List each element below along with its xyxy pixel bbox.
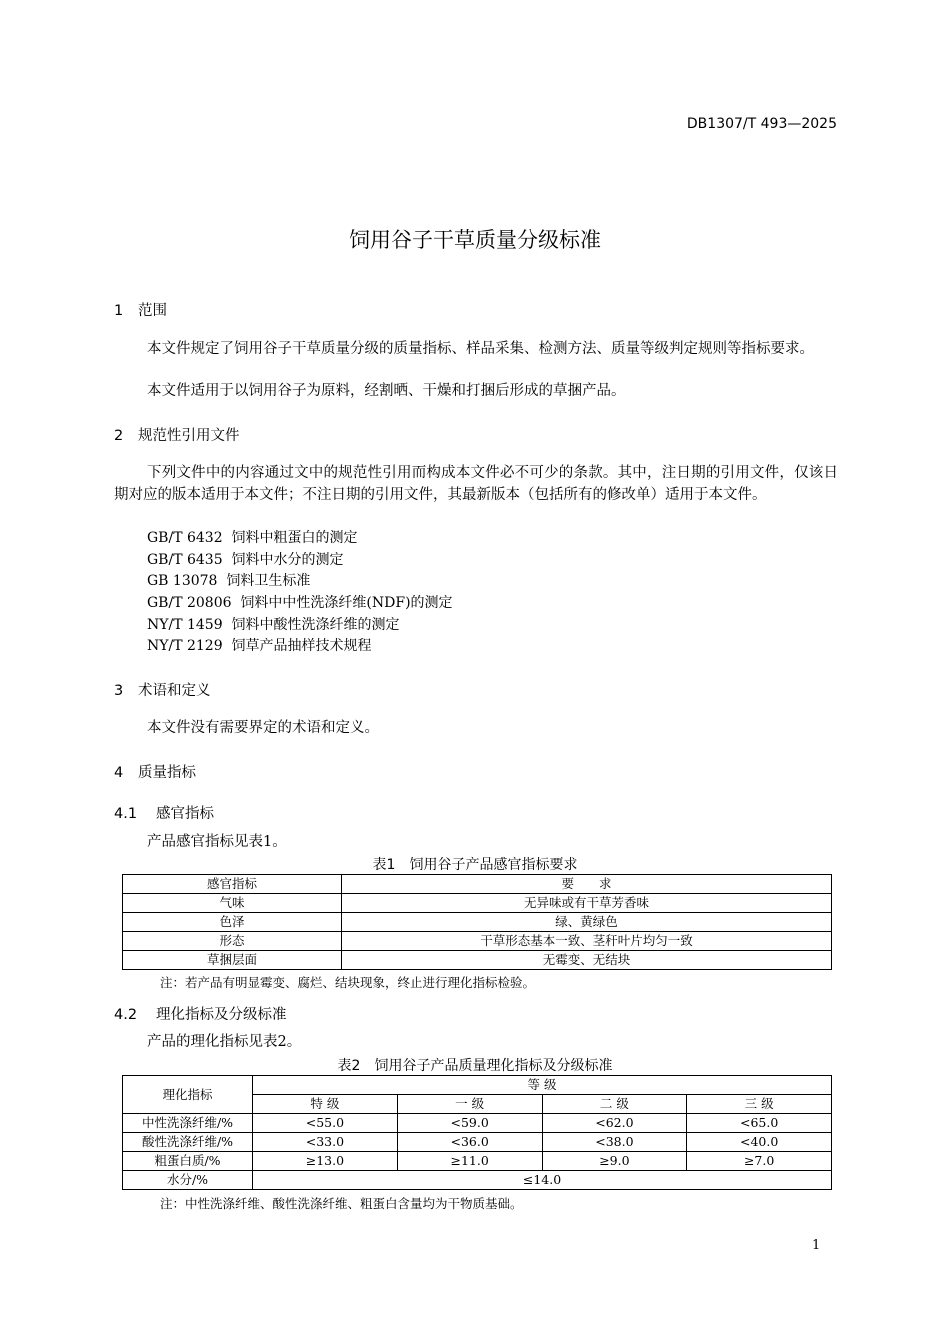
table-row (123, 1114, 832, 1133)
table-row (123, 894, 832, 913)
section-heading-terms (114, 679, 211, 700)
paragraph: 本文件适用于以饲用谷子为原料，经割晒、干燥和打捆后形成的草捆产品。 (147, 383, 626, 399)
table-row (123, 913, 832, 932)
section-number: 4.1 (114, 806, 138, 822)
table-cell: <65.0 (687, 1114, 832, 1133)
paragraph: 本文件没有需要界定的术语和定义。 (147, 720, 379, 736)
grading-table (122, 1075, 832, 1190)
section-heading-quality-indicators (114, 761, 196, 782)
reference-item (147, 571, 310, 593)
table-row (123, 1171, 832, 1190)
reference-item (147, 550, 344, 572)
table-row (123, 1152, 832, 1171)
grade-header-cell: 三 级 (687, 1095, 832, 1114)
section-title: 质量指标 (138, 765, 196, 781)
section-number: 4.2 (114, 1007, 138, 1023)
table-header-row (123, 875, 832, 894)
section-number: 2 (114, 428, 124, 444)
table-cell: ≥7.0 (687, 1152, 832, 1171)
reference-item (147, 615, 400, 637)
reference-code: GB/T 6435 (147, 552, 223, 568)
reference-code: GB/T 6432 (147, 530, 223, 546)
table-cell: 形态 (123, 932, 342, 951)
table-cell: ≤14.0 (253, 1171, 832, 1190)
table-header-cell: 理化指标 (123, 1076, 253, 1114)
table-header-cell: 感官指标 (123, 875, 342, 894)
section-title: 感官指标 (156, 806, 214, 822)
grade-header-cell: 一 级 (397, 1095, 542, 1114)
table-cell: ≥13.0 (253, 1152, 398, 1171)
table-cell: 粗蛋白质/% (123, 1152, 253, 1171)
reference-name: 饲料中中性洗涤纤维(NDF)的测定 (240, 595, 453, 611)
section-title: 理化指标及分级标准 (156, 1007, 287, 1023)
section-number: 3 (114, 683, 124, 699)
section-number: 4 (114, 765, 124, 781)
table-cell: 草捆层面 (123, 951, 342, 970)
table-cell: 酸性洗涤纤维/% (123, 1133, 253, 1152)
reference-code: NY/T 2129 (147, 638, 223, 654)
table-header-cell: 等 级 (253, 1076, 832, 1095)
subsection-heading-physicochemical (114, 1003, 287, 1024)
reference-name: 饲料卫生标准 (226, 573, 311, 589)
table-cell: 气味 (123, 894, 342, 913)
section-heading-scope (114, 299, 167, 320)
table-cell: <59.0 (397, 1114, 542, 1133)
reference-code: NY/T 1459 (147, 617, 223, 633)
table-header-cell: 要 求 (342, 875, 832, 894)
paragraph: 下列文件中的内容通过文中的规范性引用而构成本文件必不可少的条款。其中，注日期的引用文件，仅该日期对应的版本适用于本文件；不注日期的引用文件，其最新版本（包括所有的修改单）适用于本文件。 (114, 465, 838, 503)
table-header-row (123, 1076, 832, 1095)
table-cell: <36.0 (397, 1133, 542, 1152)
paragraph: 产品感官指标见表1。 (147, 834, 287, 850)
table-cell: ≥9.0 (542, 1152, 687, 1171)
paragraph: 本文件规定了饲用谷子干草质量分级的质量指标、样品采集、检测方法、质量等级判定规则等指标要求。 (147, 341, 814, 357)
table-cell: 色泽 (123, 913, 342, 932)
reference-name: 饲料中酸性洗涤纤维的测定 (231, 617, 400, 633)
reference-name: 饲料中水分的测定 (231, 552, 344, 568)
grade-header-cell: 特 级 (253, 1095, 398, 1114)
reference-code: GB 13078 (147, 573, 218, 589)
table-cell: <33.0 (253, 1133, 398, 1152)
section-title: 范围 (138, 303, 167, 319)
table-caption: 表1 饲用谷子产品感官指标要求 (372, 857, 578, 873)
section-heading-normative-references (114, 424, 240, 445)
standard-number: DB1307/T 493—2025 (686, 116, 837, 132)
table-cell: 中性洗涤纤维/% (123, 1114, 253, 1133)
table-cell: <62.0 (542, 1114, 687, 1133)
reference-name: 饲料中粗蛋白的测定 (231, 530, 358, 546)
section-title: 规范性引用文件 (138, 428, 240, 444)
reference-item (147, 528, 358, 550)
table-cell: 无霉变、无结块 (342, 951, 832, 970)
table-row (123, 951, 832, 970)
page-title: 饲用谷子干草质量分级标准 (349, 228, 601, 252)
section-number: 1 (114, 303, 124, 319)
table-cell: ≥11.0 (397, 1152, 542, 1171)
table-cell: 绿、黄绿色 (342, 913, 832, 932)
paragraph: 产品的理化指标见表2。 (147, 1034, 302, 1050)
table-cell: <40.0 (687, 1133, 832, 1152)
subsection-heading-sensory (114, 802, 214, 823)
table-note: 注：若产品有明显霉变、腐烂、结块现象，终止进行理化指标检验。 (160, 975, 536, 990)
table-cell: 水分/% (123, 1171, 253, 1190)
section-title: 术语和定义 (138, 683, 211, 699)
reference-item (147, 636, 372, 658)
table-cell: 干草形态基本一致、茎秆叶片均匀一致 (342, 932, 832, 951)
table-cell: 无异味或有干草芳香味 (342, 894, 832, 913)
reference-name: 饲草产品抽样技术规程 (231, 638, 372, 654)
sensory-table (122, 874, 832, 970)
table-cell: <55.0 (253, 1114, 398, 1133)
reference-item (147, 593, 453, 615)
table-cell: <38.0 (542, 1133, 687, 1152)
table-caption: 表2 饲用谷子产品质量理化指标及分级标准 (337, 1058, 613, 1074)
table-row (123, 932, 832, 951)
table-row (123, 1133, 832, 1152)
reference-code: GB/T 20806 (147, 595, 232, 611)
table-note: 注：中性洗涤纤维、酸性洗涤纤维、粗蛋白含量均为干物质基础。 (160, 1196, 523, 1211)
grade-header-cell: 二 级 (542, 1095, 687, 1114)
page-number: 1 (812, 1238, 821, 1253)
